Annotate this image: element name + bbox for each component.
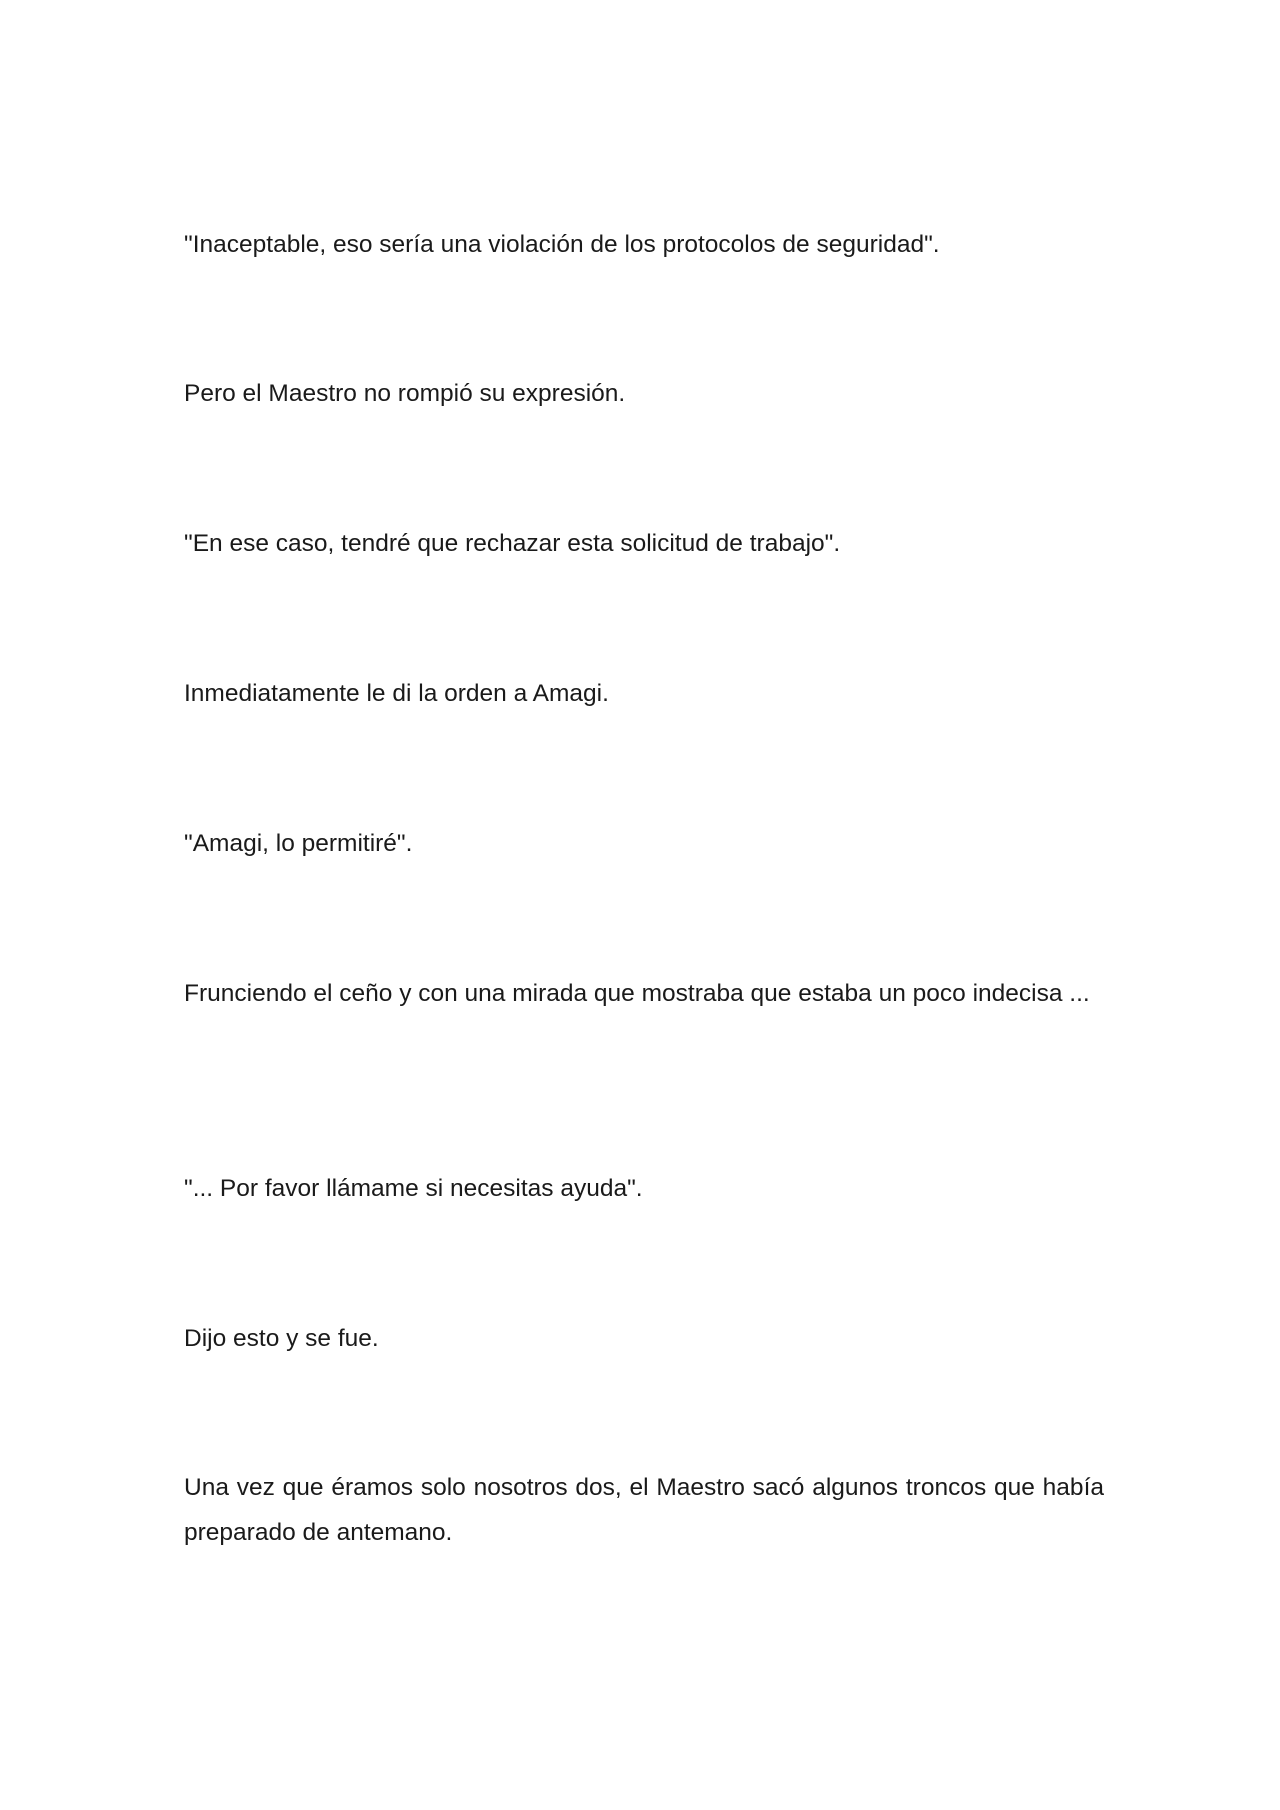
paragraph-3: "En ese caso, tendré que rechazar esta solicitud de trabajo". [184,530,841,557]
paragraph-7: "... Por favor llámame si necesitas ayuda". [184,1175,643,1202]
paragraph-5: "Amagi, lo permitiré". [184,830,413,857]
paragraph-2: Pero el Maestro no rompió su expresión. [184,380,626,407]
paragraph-8: Dijo esto y se fue. [184,1325,379,1352]
paragraph-1: "Inaceptable, eso sería una violación de los protocolos de seguridad". [184,231,940,258]
paragraph-9: Una vez que éramos solo nosotros dos, el Maestro sacó algunos troncos que había preparado de antemano. [184,1474,1104,1546]
paragraph-4: Inmediatamente le di la orden a Amagi. [184,680,609,707]
paragraph-6: Frunciendo el ceño y con una mirada que mostraba que estaba un poco indecisa ... [184,980,1090,1007]
